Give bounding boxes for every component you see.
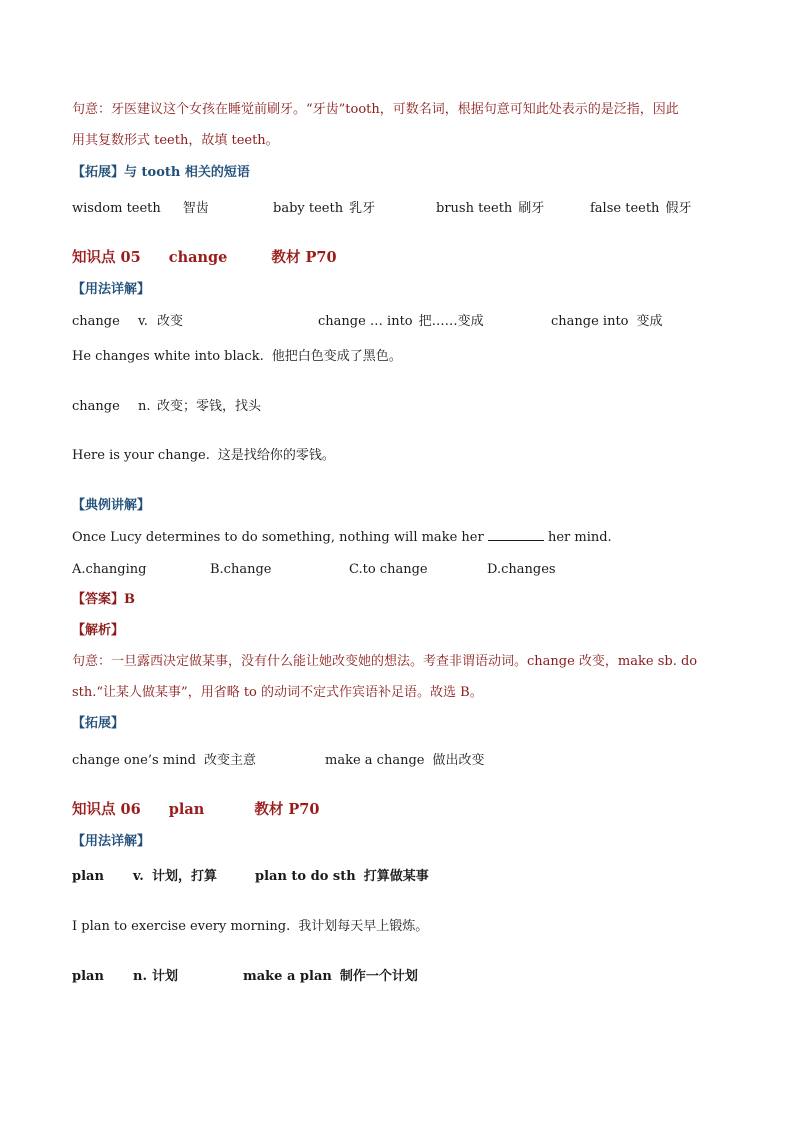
kp05-usage1-pos: v. xyxy=(138,314,148,329)
kp05-analysis-title: 【解析】 xyxy=(72,623,125,638)
kp06-usage2-phrase2 xyxy=(243,968,418,986)
kp05-source: 教材 P70 xyxy=(271,249,337,266)
phrase-zh: 做出改变 xyxy=(432,753,485,768)
kp06-usage2-word: plan xyxy=(72,969,104,984)
tooth-extension-title: 【拓展】与 tooth 相关的短语 xyxy=(72,165,250,180)
kp06-usage1-pos: v. xyxy=(133,869,144,884)
kp05-heading xyxy=(72,249,337,267)
phrase-zh: 把……变成 xyxy=(418,314,484,329)
kp05-example1 xyxy=(72,348,402,366)
phrase-item xyxy=(273,200,375,218)
kp05-usage2-word: change xyxy=(72,399,120,414)
kp05-usage-title: 【用法详解】 xyxy=(72,282,151,297)
kp06-source: 教材 P70 xyxy=(254,801,320,818)
phrase-zh: 假牙 xyxy=(665,201,692,216)
option-d: D.changes xyxy=(487,562,556,577)
kp05-usage1-meaning: 改变 xyxy=(157,314,184,329)
kp06-usage1-meaning: 计划，打算 xyxy=(152,869,218,884)
kp05-usage1-phrase3 xyxy=(551,313,663,331)
phrase-en: false teeth xyxy=(590,201,660,216)
kp06-label: 知识点 06 xyxy=(72,801,141,818)
kp06-usage2-meaning: 计划 xyxy=(152,969,179,984)
kp05-usage1-phrase2 xyxy=(318,313,484,331)
answer-blank xyxy=(488,528,544,541)
example-zh: 他把白色变成了黑色。 xyxy=(271,349,402,364)
phrase-en: baby teeth xyxy=(273,201,344,216)
tooth-explanation-line1: 句意：牙医建议这个女孩在睡觉前刷牙。“牙齿”tooth，可数名词，根据句意可知此处表示的是泛指，因此 xyxy=(72,102,679,117)
phrase-en: brush teeth xyxy=(436,201,513,216)
example-en: Here is your change. xyxy=(72,448,210,463)
kp05-usage2-meaning: 改变；零钱，找头 xyxy=(157,399,262,414)
phrase-zh: 刷牙 xyxy=(518,201,545,216)
example-en: He changes white into black. xyxy=(72,349,264,364)
phrase-zh: 改变主意 xyxy=(203,753,256,768)
phrase-en: change one’s mind xyxy=(72,753,196,768)
option-a: A.changing xyxy=(72,562,147,577)
phrase-en: make a change xyxy=(325,753,425,768)
kp05-label: 知识点 05 xyxy=(72,249,141,266)
kp05-typical-title: 【典例讲解】 xyxy=(72,498,151,513)
option-b: B.change xyxy=(210,562,272,577)
kp06-usage1-word: plan xyxy=(72,869,104,884)
phrase-item xyxy=(436,200,544,218)
kp05-ext2 xyxy=(325,752,484,770)
kp06-heading xyxy=(72,801,319,819)
kp05-ext1 xyxy=(72,752,256,770)
phrase-zh: 制作一个计划 xyxy=(339,969,418,984)
option-c: C.to change xyxy=(349,562,428,577)
kp06-word: plan xyxy=(168,801,205,818)
phrase-zh: 智齿 xyxy=(182,201,209,216)
kp06-usage-title: 【用法详解】 xyxy=(72,834,151,849)
kp05-example2 xyxy=(72,447,335,465)
kp06-example1 xyxy=(72,918,428,936)
kp05-answer: 【答案】B xyxy=(72,592,135,607)
phrase-zh: 乳牙 xyxy=(349,201,376,216)
phrase-item xyxy=(72,200,209,218)
tooth-explanation-line2: 用其复数形式 teeth，故填 teeth。 xyxy=(72,133,279,148)
kp05-usage2-pos: n. xyxy=(138,399,151,414)
kp06-usage2-pos: n. xyxy=(133,969,147,984)
example-zh: 这是找给你的零钱。 xyxy=(217,448,335,463)
kp05-usage1-word: change xyxy=(72,314,120,329)
kp05-analysis-line2: sth.“让某人做某事”，用省略 to 的动词不定式作宾语补足语。故选 B。 xyxy=(72,685,483,700)
example-zh: 我计划每天早上锻炼。 xyxy=(298,919,429,934)
phrase-en: plan to do sth xyxy=(255,869,356,884)
kp05-extension-title: 【拓展】 xyxy=(72,716,125,731)
question-text: her mind. xyxy=(547,530,612,545)
phrase-en: change … into xyxy=(318,314,413,329)
phrase-en: wisdom teeth xyxy=(72,201,161,216)
kp05-word: change xyxy=(168,249,228,266)
kp06-usage1-phrase2 xyxy=(255,868,429,886)
phrase-en: change into xyxy=(551,314,629,329)
example-en: I plan to exercise every morning. xyxy=(72,919,291,934)
kp05-analysis-line1: 句意：一旦露西决定做某事，没有什么能让她改变她的想法。考查非谓语动词。change 改变，make sb. do xyxy=(72,654,698,669)
phrase-item xyxy=(590,200,691,218)
phrase-zh: 打算做某事 xyxy=(363,869,429,884)
kp05-question xyxy=(72,528,612,547)
question-text: Once Lucy determines to do something, nothing will make her xyxy=(72,530,484,545)
phrase-zh: 变成 xyxy=(636,314,663,329)
phrase-en: make a plan xyxy=(243,969,332,984)
